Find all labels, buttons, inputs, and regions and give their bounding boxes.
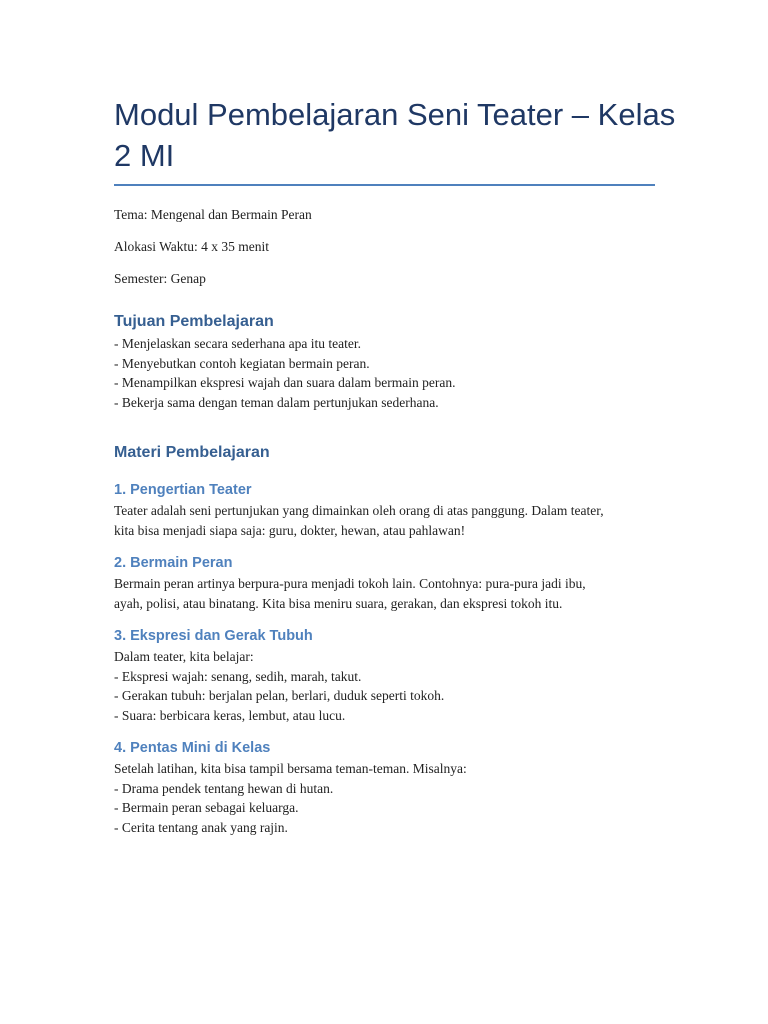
objective-item: - Menyebutkan contoh kegiatan bermain peran. [114, 355, 370, 371]
objectives-heading: Tujuan Pembelajaran [114, 313, 274, 330]
section-body-mini-show [114, 759, 656, 837]
section-heading-role-play: 2. Bermain Peran [114, 555, 233, 571]
objective-item: - Menjelaskan secara sederhana apa itu teater. [114, 336, 361, 351]
section-heading-mini-show: 4. Pentas Mini di Kelas [114, 740, 271, 756]
paragraph-line: Teater adalah seni pertunjukan yang dimainkan oleh orang di atas panggung. Dalam teater, [114, 503, 604, 518]
list-item: - Drama pendek tentang hewan di hutan. [114, 780, 334, 796]
title-divider [114, 184, 655, 186]
paragraph-line: ayah, polisi, atau binatang. Kita bisa meniru suara, gerakan, dan ekspresi tokoh itu. [114, 595, 563, 611]
objective-item: - Bekerja sama dengan teman dalam pertunjukan sederhana. [114, 394, 439, 410]
list-item: - Suara: berbicara keras, lembut, atau lucu. [114, 707, 346, 723]
theme-text: Tema: Mengenal dan Bermain Peran [114, 207, 312, 222]
document-title-line-2: 2 MI [114, 138, 175, 173]
document-title-line-1: Modul Pembelajaran Seni Teater – Kelas [114, 97, 676, 132]
section-body-definition [114, 501, 656, 540]
section-heading-expression: 3. Ekspresi dan Gerak Tubuh [114, 628, 313, 644]
objectives-list [114, 334, 656, 412]
list-item: - Ekspresi wajah: senang, sedih, marah, takut. [114, 668, 362, 684]
list-item: - Cerita tentang anak yang rajin. [114, 819, 288, 835]
document-page [114, 0, 676, 837]
paragraph-line: Bermain peran artinya berpura-pura menjadi tokoh lain. Contohnya: pura-pura jadi ibu, [114, 576, 586, 591]
paragraph-line: Setelah latihan, kita bisa tampil bersama teman-teman. Misalnya: [114, 761, 467, 776]
time-allocation-text: Alokasi Waktu: 4 x 35 menit [114, 239, 270, 254]
semester-text: Semester: Genap [114, 271, 206, 286]
material-heading: Materi Pembelajaran [114, 444, 270, 461]
objective-item: - Menampilkan ekspresi wajah dan suara dalam bermain peran. [114, 375, 456, 390]
section-body-expression [114, 647, 656, 725]
document-title [114, 0, 676, 176]
list-item: - Bermain peran sebagai keluarga. [114, 800, 299, 815]
section-body-role-play [114, 574, 656, 613]
paragraph-line: Dalam teater, kita belajar: [114, 649, 254, 664]
list-item: - Gerakan tubuh: berjalan pelan, berlari, duduk seperti tokoh. [114, 688, 445, 703]
paragraph-line: kita bisa menjadi siapa saja: guru, dokter, hewan, atau pahlawan! [114, 522, 466, 538]
section-heading-definition: 1. Pengertian Teater [114, 482, 252, 498]
